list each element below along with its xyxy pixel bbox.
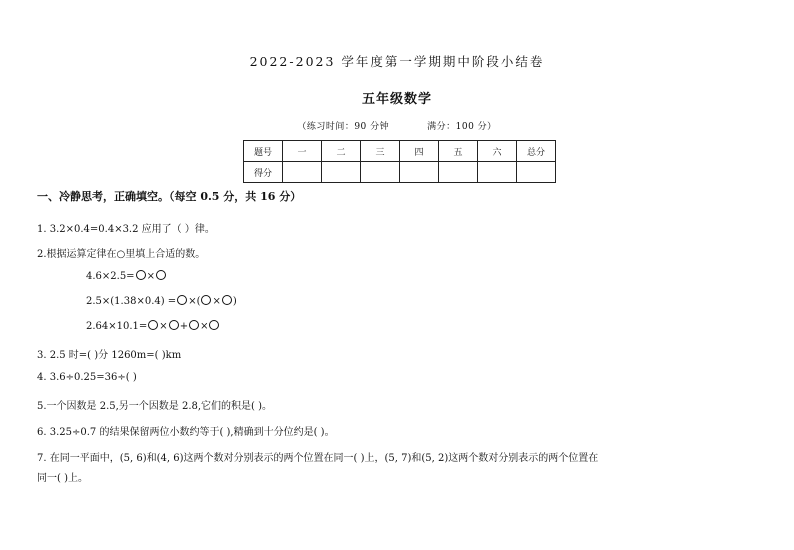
exam-subtitle: 五年级数学	[361, 92, 432, 107]
score-cell[interactable]	[283, 162, 322, 183]
score-table-header-cell: 四	[400, 141, 439, 162]
circle-blank-icon	[169, 320, 179, 330]
score-table-header-cell: 总分	[517, 141, 556, 162]
circle-blank-icon	[189, 320, 199, 330]
question-7-line-2: 同一( )上。	[37, 473, 88, 484]
full-score: 满分：100 分）	[427, 122, 497, 132]
score-table	[243, 140, 556, 183]
score-table-header-cell: 一	[283, 141, 322, 162]
score-table-header-cell: 三	[361, 141, 400, 162]
practice-time: （练习时间：90 分钟	[297, 122, 390, 132]
score-cell[interactable]	[439, 162, 478, 183]
circle-blank-icon	[177, 295, 187, 305]
question-5: 5.一个因数是 2.5,另一个因数是 2.8,它们的积是( )。	[37, 401, 273, 412]
circle-blank-icon	[148, 320, 158, 330]
circle-blank-icon	[222, 295, 232, 305]
score-cell[interactable]	[478, 162, 517, 183]
question-3: 3. 2.5 时=( )分 1260m=( )km	[37, 350, 182, 361]
circle-blank-icon	[209, 320, 219, 330]
score-table-score-row	[244, 162, 556, 183]
score-cell[interactable]	[361, 162, 400, 183]
question-2a: 4.6×2.5= ×	[86, 270, 167, 282]
question-2b: 2.5×(1.38×0.4) = ×( × )	[86, 296, 237, 307]
score-row-label: 得分	[244, 162, 283, 183]
score-table-header-cell: 二	[322, 141, 361, 162]
circle-blank-icon	[156, 270, 166, 280]
exam-info	[0, 119, 794, 132]
question-7-line-1: 7. 在同一平面中，(5, 6)和(4, 6)这两个数对分别表示的两个位置在同一( )上，(5, 7)和(5, 2)这两个数对分别表示的两个位置在	[37, 453, 599, 464]
circle-blank-icon	[201, 295, 211, 305]
section-1-title: 一、冷静思考，正确填空。（每空 0.5 分，共 16 分）	[37, 190, 302, 203]
score-cell[interactable]	[322, 162, 361, 183]
circle-blank-icon	[136, 270, 146, 280]
exam-title: 2022-2023 学年度第一学期期中阶段小结卷	[249, 54, 545, 69]
question-2: 2.根据运算定律在○里填上合适的数。	[37, 249, 206, 260]
score-cell[interactable]	[517, 162, 556, 183]
score-table-header-row	[244, 141, 556, 162]
score-table-header-cell: 六	[478, 141, 517, 162]
question-2c: 2.64×10.1= × + ×	[86, 320, 220, 332]
question-4: 4. 3.6÷0.25=36÷( )	[37, 372, 137, 383]
score-table-header-cell: 五	[439, 141, 478, 162]
score-cell[interactable]	[400, 162, 439, 183]
question-1: 1. 3.2×0.4=0.4×3.2 应用了（ ）律。	[37, 224, 215, 235]
question-6: 6. 3.25÷0.7 的结果保留两位小数约等于( ),精确到十分位约是( )。	[37, 427, 335, 438]
score-table-header-cell: 题号	[244, 141, 283, 162]
